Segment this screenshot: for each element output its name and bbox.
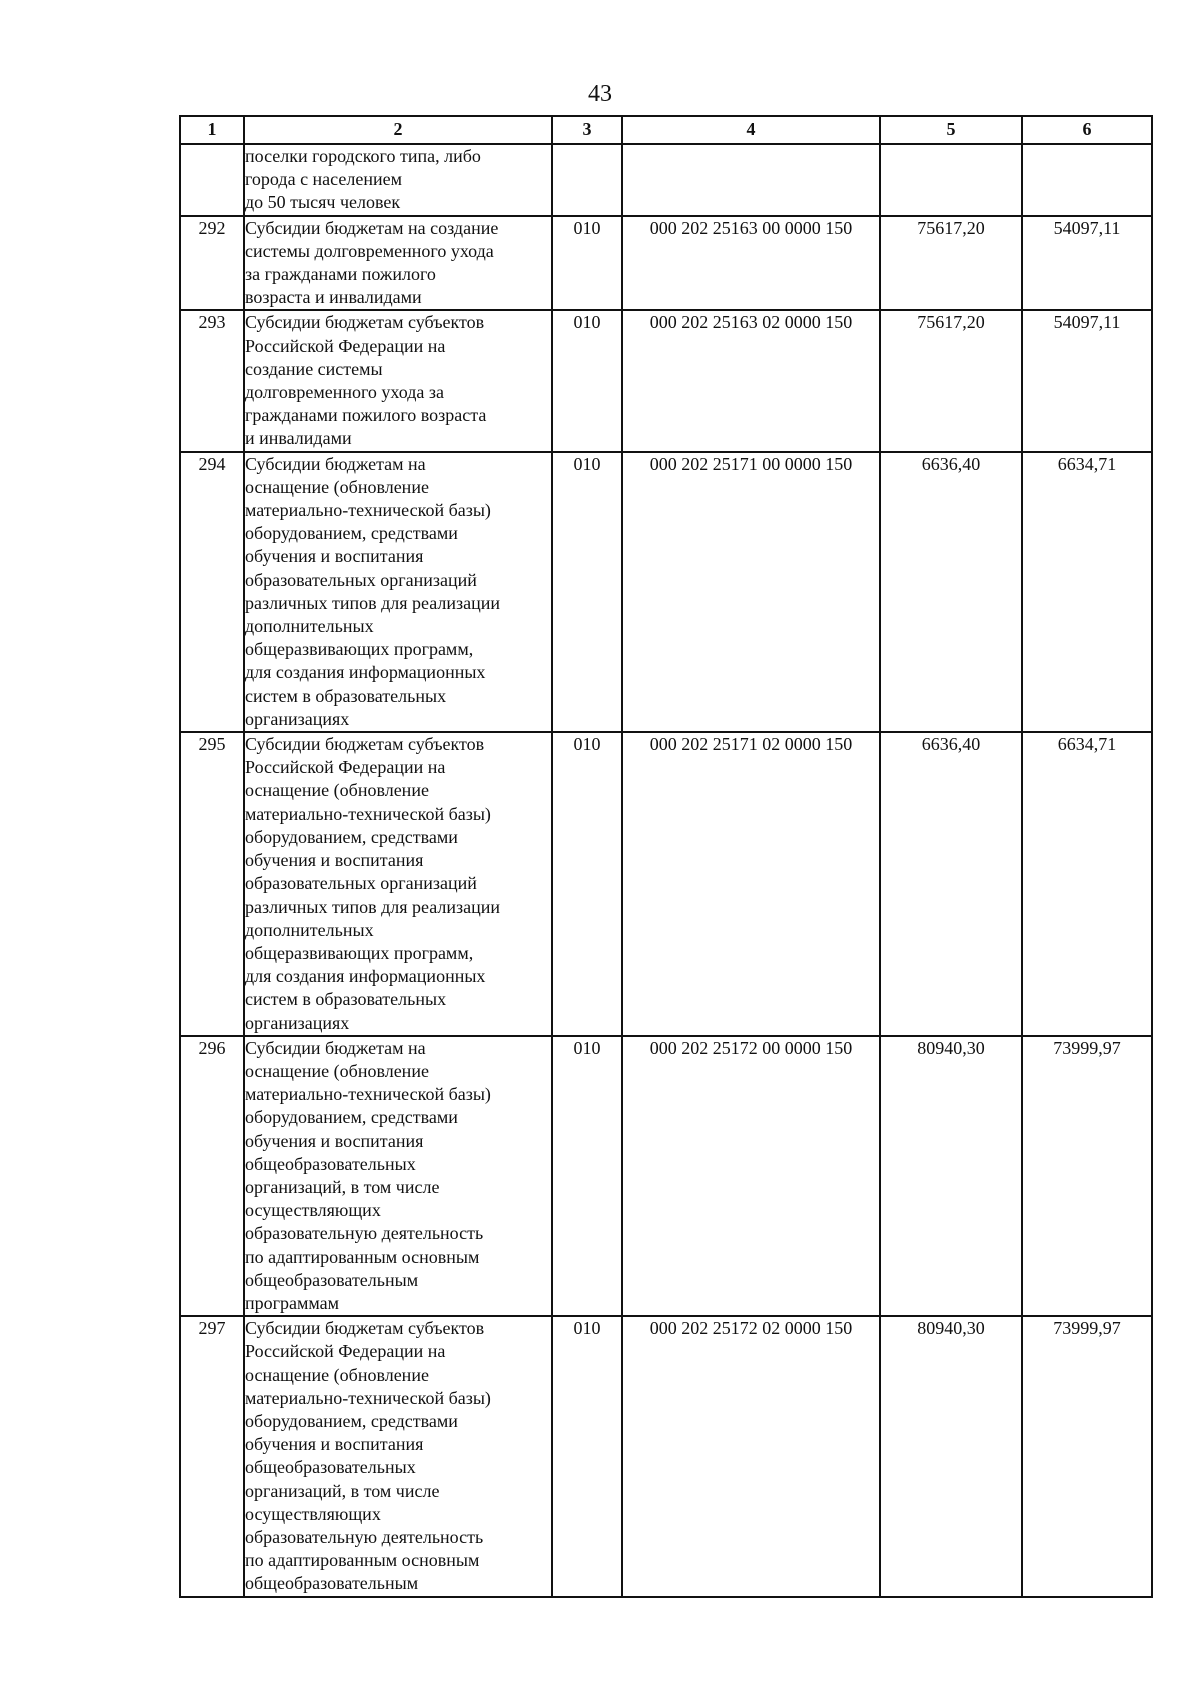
description-line: организациях [245, 708, 350, 729]
description-line: по адаптированным основным [245, 1550, 480, 1571]
description-line: образовательных организаций [245, 569, 477, 590]
description-cell [244, 1036, 552, 1316]
description-line: общеразвивающих программ, [245, 639, 474, 660]
description-line: Субсидии бюджетам на [245, 453, 426, 474]
amount-planned-cell: 75617,20 [880, 310, 1022, 451]
amount-executed-cell: 6634,71 [1022, 452, 1152, 732]
header-cell-1: 1 [180, 116, 244, 144]
row-number-cell: 295 [180, 732, 244, 1036]
description-line: долговременного ухода за [245, 382, 444, 403]
description-line: оснащение (обновление [245, 1060, 429, 1081]
description-cell [244, 1316, 552, 1596]
header-cell-4: 4 [622, 116, 880, 144]
description-line: оснащение (обновление [245, 1364, 429, 1385]
description-line: дополнительных [245, 919, 374, 940]
description-line: общеразвивающих программ, [245, 942, 474, 963]
row-number-cell: 292 [180, 216, 244, 311]
description-line: различных типов для реализации [245, 592, 501, 613]
header-cell-2: 2 [244, 116, 552, 144]
amount-planned-cell: 6636,40 [880, 732, 1022, 1036]
admin-code-cell: 010 [552, 310, 622, 451]
description-line: образовательную деятельность [245, 1223, 484, 1244]
description-line: программам [245, 1292, 340, 1313]
budget-code-cell: 000 202 25171 00 0000 150 [622, 452, 880, 732]
description-line: обучения и воспитания [245, 850, 424, 871]
table-row [180, 216, 1152, 311]
amount-executed-cell [1022, 144, 1152, 216]
table-row [180, 310, 1152, 451]
amount-planned-cell: 75617,20 [880, 216, 1022, 311]
budget-code-cell: 000 202 25163 02 0000 150 [622, 310, 880, 451]
description-line: общеобразовательных [245, 1457, 416, 1478]
description-line: до 50 тысяч человек [245, 192, 401, 213]
description-line: осуществляющих [245, 1200, 381, 1221]
description-line: и инвалидами [245, 428, 352, 449]
description-line: Российской Федерации на [245, 757, 446, 778]
description-line: организаций, в том числе [245, 1480, 440, 1501]
header-cell-6: 6 [1022, 116, 1152, 144]
amount-planned-cell: 80940,30 [880, 1036, 1022, 1316]
description-line: оборудованием, средствами [245, 1107, 458, 1128]
description-line: различных типов для реализации [245, 896, 501, 917]
row-number-cell: 294 [180, 452, 244, 732]
description-line: возраста и инвалидами [245, 287, 422, 308]
row-number-cell: 293 [180, 310, 244, 451]
amount-planned-cell: 6636,40 [880, 452, 1022, 732]
description-line: организаций, в том числе [245, 1176, 440, 1197]
description-line: оснащение (обновление [245, 476, 429, 497]
description-line: дополнительных [245, 616, 374, 637]
description-line: гражданами пожилого возраста [245, 405, 487, 426]
table-row [180, 1036, 1152, 1316]
description-cell [244, 452, 552, 732]
description-line: Российской Федерации на [245, 1341, 446, 1362]
description-line: материально-технической базы) [245, 1084, 491, 1105]
amount-executed-cell: 54097,11 [1022, 216, 1152, 311]
description-line: общеобразовательным [245, 1269, 419, 1290]
table-row [180, 144, 1152, 216]
description-line: Субсидии бюджетам на [245, 1037, 426, 1058]
row-number-cell [180, 144, 244, 216]
budget-code-cell: 000 202 25172 02 0000 150 [622, 1316, 880, 1596]
description-cell [244, 216, 552, 311]
budget-code-cell [622, 144, 880, 216]
description-line: создание системы [245, 358, 383, 379]
description-line: обучения и воспитания [245, 546, 424, 567]
admin-code-cell [552, 144, 622, 216]
description-line: для создания информационных [245, 662, 486, 683]
description-line: материально-технической базы) [245, 803, 491, 824]
description-line: оборудованием, средствами [245, 826, 458, 847]
description-line: Российской Федерации на [245, 335, 446, 356]
description-cell [244, 144, 552, 216]
amount-planned-cell [880, 144, 1022, 216]
amount-executed-cell: 73999,97 [1022, 1036, 1152, 1316]
description-line: систем в образовательных [245, 989, 447, 1010]
description-cell [244, 732, 552, 1036]
description-line: по адаптированным основным [245, 1246, 480, 1267]
description-line: осуществляющих [245, 1503, 381, 1524]
row-number-cell: 296 [180, 1036, 244, 1316]
budget-code-cell: 000 202 25171 02 0000 150 [622, 732, 880, 1036]
description-line: систем в образовательных [245, 685, 447, 706]
description-line: материально-технической базы) [245, 1387, 491, 1408]
budget-code-cell: 000 202 25172 00 0000 150 [622, 1036, 880, 1316]
description-line: общеобразовательных [245, 1153, 416, 1174]
header-cell-3: 3 [552, 116, 622, 144]
description-line: города с населением [245, 169, 402, 190]
amount-executed-cell: 73999,97 [1022, 1316, 1152, 1596]
amount-planned-cell: 80940,30 [880, 1316, 1022, 1596]
table-row [180, 732, 1152, 1036]
amount-executed-cell: 6634,71 [1022, 732, 1152, 1036]
row-number-cell: 297 [180, 1316, 244, 1596]
description-line: за гражданами пожилого [245, 264, 436, 285]
description-line: Субсидии бюджетам субъектов [245, 1318, 485, 1339]
description-cell [244, 310, 552, 451]
admin-code-cell: 010 [552, 452, 622, 732]
admin-code-cell: 010 [552, 216, 622, 311]
budget-table [179, 115, 1153, 1598]
description-line: системы долговременного ухода [245, 240, 494, 261]
description-line: организациях [245, 1012, 350, 1033]
amount-executed-cell: 54097,11 [1022, 310, 1152, 451]
description-line: общеобразовательным [245, 1573, 419, 1594]
table-row [180, 452, 1152, 732]
description-line: образовательных организаций [245, 873, 477, 894]
description-line: обучения и воспитания [245, 1434, 424, 1455]
description-line: материально-технической базы) [245, 500, 491, 521]
description-line: для создания информационных [245, 966, 486, 987]
description-line: Субсидии бюджетам субъектов [245, 312, 485, 333]
admin-code-cell: 010 [552, 1036, 622, 1316]
table-header-row [180, 116, 1152, 144]
admin-code-cell: 010 [552, 1316, 622, 1596]
page-number: 43 [588, 81, 612, 107]
description-line: обучения и воспитания [245, 1130, 424, 1151]
admin-code-cell: 010 [552, 732, 622, 1036]
header-cell-5: 5 [880, 116, 1022, 144]
description-line: образовательную деятельность [245, 1526, 484, 1547]
description-line: оснащение (обновление [245, 780, 429, 801]
description-line: поселки городского типа, либо [245, 146, 481, 166]
description-line: оборудованием, средствами [245, 1410, 458, 1431]
description-line: оборудованием, средствами [245, 523, 458, 544]
budget-code-cell: 000 202 25163 00 0000 150 [622, 216, 880, 311]
description-line: Субсидии бюджетам на создание [245, 217, 499, 238]
description-line: Субсидии бюджетам субъектов [245, 734, 485, 755]
table-row [180, 1316, 1152, 1596]
table-body [180, 116, 1152, 1597]
